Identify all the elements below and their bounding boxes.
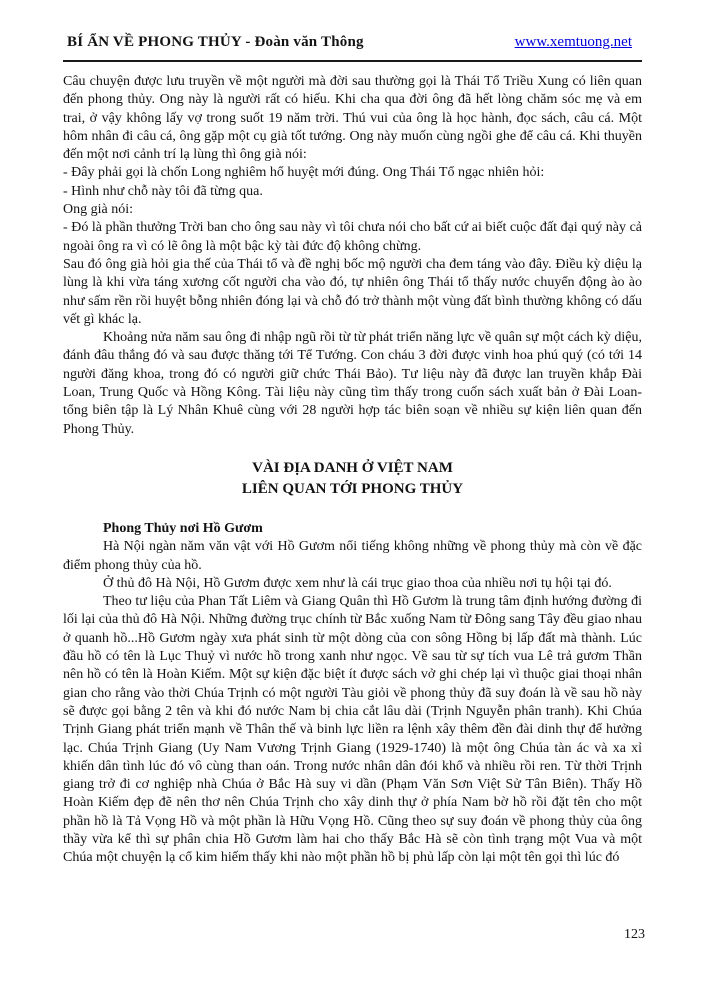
website-link[interactable]: www.xemtuong.net bbox=[514, 34, 632, 50]
dialogue-line: - Hình như chỗ này tôi đã từng qua. bbox=[63, 183, 263, 199]
section-heading-line1: VÀI ĐỊA DANH Ở VIỆT NAM bbox=[252, 459, 453, 476]
section-heading bbox=[63, 458, 642, 500]
subsection-heading: Phong Thủy nơi Hồ Gươm bbox=[103, 520, 263, 536]
page-number: 123 bbox=[624, 927, 645, 942]
page-body bbox=[63, 73, 642, 868]
book-title: BÍ ẨN VỀ PHONG THỦY - Đoàn văn Thông bbox=[67, 34, 364, 50]
dialogue-line: Ong già nói: bbox=[63, 202, 133, 218]
section-heading-line2: LIÊN QUAN TỚI PHONG THỦY bbox=[241, 480, 464, 497]
body-paragraph: Khoảng nửa năm sau ông đi nhập ngũ rồi từ từ phát triển năng lực về quân sự một cách kỳ diệu, đánh đâu thắng đó và sau được thăng tới Tể Tướng. Con cháu 3 đời được vinh hoa phú quý (có tới 14 người đăng khoa, trong đó có người giữ chức Thái Bảo). Tư liệu này đã được lan truyền khắp Đài Loan, Trung Quốc và Hồng Kông. Tài liệu này cũng tìm thấy trong cuốn sách xuất bản ở Đài Loan- tổng biên tập là Lý Nhân Khuê cùng với 28 người hợp tác biên soạn về nhiều sự kiện liên quan đến Phong Thủy. bbox=[63, 330, 642, 437]
dialogue-line: - Đây phải gọi là chốn Long nghiêm hổ huyệt mới đúng. Ong Thái Tổ ngạc nhiên hỏi: bbox=[63, 165, 545, 181]
header-divider bbox=[63, 60, 642, 62]
body-paragraph: Hà Nội ngàn năm văn vật với Hồ Gươm nổi tiếng không những về phong thủy mà còn về đặc điểm phong thủy của hồ. bbox=[63, 539, 642, 573]
body-paragraph: Theo tư liệu của Phan Tất Liêm và Giang Quân thì Hồ Gươm là trung tâm định hướng đường đi lối lại của thủ đô Hà Nội. Những đường trục chính từ Bắc xuống Nam từ Đông sang Tây đều giao nhau ở quanh hồ...Hồ Gươm ngày xưa phát sinh từ một dòng của con sông Hồng bị lấp đất mà thành. Lúc đầu hồ có tên là Lục Thuỷ vì nước hồ trong xanh như ngọc. Về sau từ sự tích vua Lê trả gươm Thần nên hồ có tên là Hoàn Kiếm. Một sự kiện đặc biệt ít được sách vở ghi chép lại vì thuộc giai thoại nhân gian cho rằng vào thời Chúa Trịnh có một người Tàu giỏi về phong thủy đã suy đoán là về sau hồ này sẽ được gọi bằng 2 tên và khi đó nước Nam bị chia cắt lâu dài (Trịnh Nguyễn phân tranh). Khi Chúa Trịnh Giang phát triển mạnh về Thân thế và binh lực liền ra lệnh xây thêm đền đài dinh thự để hưởng lạc. Chúa Trịnh Giang (Uy Nam Vương Trịnh Giang (1929-1740) là một ông Chúa tàn ác và xa xỉ khiến dân tình lúc đó vô cùng than oán. Trong nước nhân dân đói khổ và nhiều rồi ren. Từ thời Trịnh giang trở đi cơ nghiệp nhà Chúa ở Bắc Hà suy vi dần (Phạm Văn Sơn Việt Sử Tân Biên). Thấy Hồ Hoàn Kiếm đẹp đẽ nên thơ nên Chúa Trịnh cho xây dinh thự ở phía Nam bờ hồ rồi đặt tên cho một phần hồ là Tả Vọng Hồ và một phần là Hữu Vọng Hồ. Cũng theo sự suy đoán về phong thủy của ông thầy vừa kể thì sự phân chia Hồ Gươm làm hai cho thấy Bắc Hà sẽ còn tình trạng một Vua và một Chúa một chuyện lạ cổ kim hiếm thấy khi nào một phần hồ bị phủ lấp còn lại một tên gọi thì lúc đó bbox=[63, 594, 642, 866]
body-paragraph: Câu chuyện được lưu truyền về một người mà đời sau thường gọi là Thái Tổ Triều Xung có liên quan đến phong thủy. Ong này là người rất có hiếu. Khi cha qua đời ông đã hết lòng chăm sóc mẹ và em trai, ở vậy không lấy vợ trong suốt 19 năm trời. Thú vui của ông là học hành, đọc sách, câu cá. Một hôm nhân đi câu cá, ông gặp một cụ già tốt tướng. Ong này muốn cùng ngồi ghe để câu cá. Khi thuyền đến một nơi cảnh trí lạ lùng thì ông già nói: bbox=[63, 74, 642, 163]
body-paragraph: Ở thủ đô Hà Nội, Hồ Gươm được xem như là cái trục giao thoa của nhiều nơi tụ hội tại đó. bbox=[103, 575, 612, 591]
page-header bbox=[63, 34, 642, 51]
dialogue-line: - Đó là phần thưởng Trời ban cho ông sau này vì tôi chưa nói cho bất cứ ai biết cuộc đất đại quý này cả ngoài ông ra vì có lẽ ông là một bậc kỳ tài đức độ không chừng. bbox=[63, 220, 642, 254]
body-paragraph: Sau đó ông già hỏi gia thế của Thái tổ và đề nghị bốc mộ người cha đem táng vào đây. Điều kỳ diệu lạ lùng là khi vừa táng xương cốt người cha vào đó, tự nhiên ông Thái tổ thấy nước chuyển động ào ào như sấm rền rồi huyệt bỗng nhiên đóng lại và chỗ đó trở thành một vùng đất bình thường không có dấu vết gì khác lạ. bbox=[63, 256, 642, 327]
